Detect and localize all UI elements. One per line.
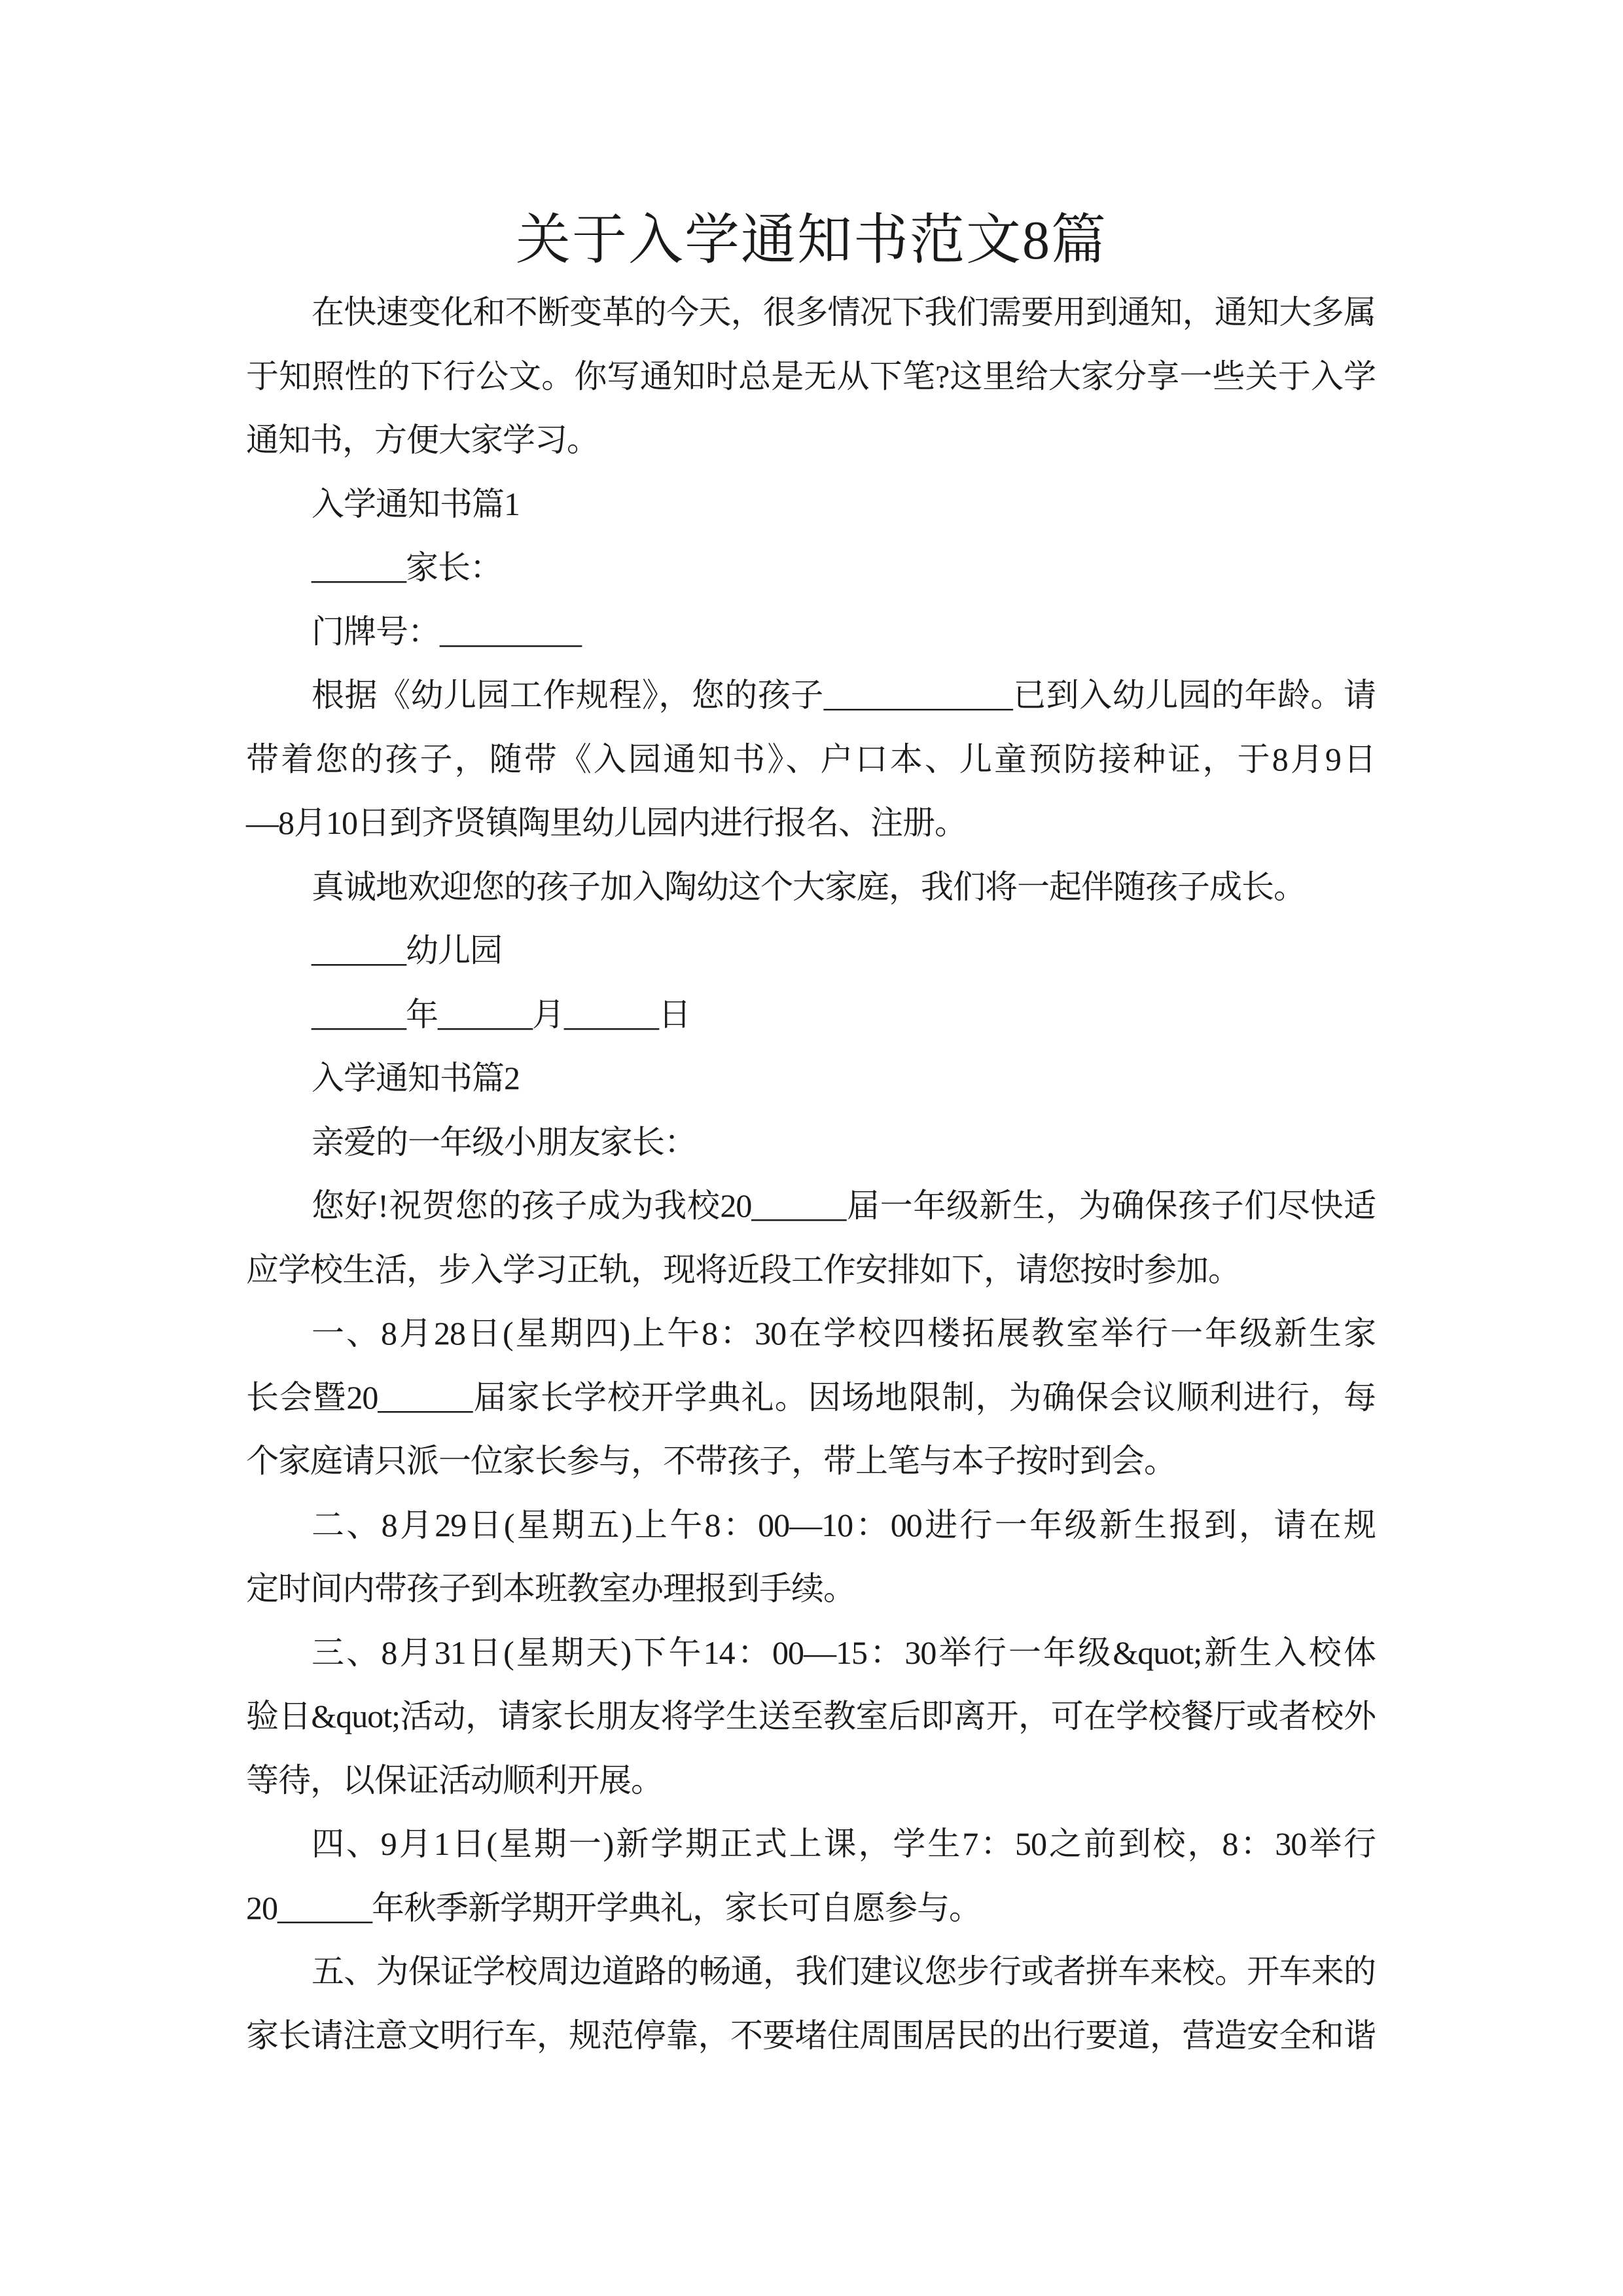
paragraph <box>246 1621 1376 1813</box>
paragraph <box>246 1111 1376 1175</box>
text-line: 于知照性的下行公文。你写通知时总是无从下笔?这里给大家分享一些关于入学 <box>246 357 1376 395</box>
paragraph <box>246 664 1376 855</box>
text-line: 应学校生活，步入学习正轨，现将近段工作安排如下，请您按时参加。 <box>246 1251 1240 1288</box>
paragraph <box>246 919 1376 983</box>
paragraph <box>246 473 1376 537</box>
text-line: 定时间内带孩子到本班教室办理报到手续。 <box>246 1570 855 1607</box>
text-line: 家长请注意文明行车，规范停靠，不要堵住周围居民的出行要道，营造安全和谐 <box>246 2017 1376 2054</box>
text-line: 20______年秋季新学期开学典礼，家长可自愿参与。 <box>246 1889 981 1926</box>
text-line: 通知书，方便大家学习。 <box>246 422 599 458</box>
text-line: 验日&quot;活动，请家长朋友将学生送至教室后即离开，可在学校餐厅或者校外 <box>246 1698 1376 1734</box>
text-line: 您好!祝贺您的孩子成为我校20______届一年级新生，为确保孩子们尽快适 <box>312 1187 1376 1224</box>
paragraph <box>246 600 1376 664</box>
document-body <box>246 281 1376 2068</box>
text-line: 个家庭请只派一位家长参与，不带孩子，带上笔与本子按时到会。 <box>246 1443 1176 1479</box>
paragraph <box>246 1812 1376 1940</box>
paragraph <box>246 1174 1376 1302</box>
text-line: 门牌号：_________ <box>312 613 581 650</box>
paragraph <box>246 1302 1376 1494</box>
text-line: —8月10日到齐贤镇陶里幼儿园内进行报名、注册。 <box>246 804 967 841</box>
text-line: 入学通知书篇1 <box>312 485 520 522</box>
text-line: 等待，以保证活动顺利开展。 <box>246 1761 663 1799</box>
paragraph <box>246 281 1376 473</box>
text-line: 亲爱的一年级小朋友家长： <box>312 1123 696 1160</box>
text-line: 三、8月31日(星期天)下午14：00—15：30举行一年级&quot;新生入校体 <box>312 1634 1376 1671</box>
text-line: 一、8月28日(星期四)上午8：30在学校四楼拓展教室举行一年级新生家 <box>312 1315 1376 1352</box>
text-line: ______幼儿园 <box>312 932 502 969</box>
text-line: 五、为保证学校周边道路的畅通，我们建议您步行或者拼车来校。开车来的 <box>312 1953 1376 1990</box>
paragraph <box>246 536 1376 600</box>
text-line: 长会暨20______届家长学校开学典礼。因场地限制，为确保会议顺利进行，每 <box>246 1378 1376 1416</box>
text-line: 真诚地欢迎您的孩子加入陶幼这个大家庭，我们将一起伴随孩子成长。 <box>312 868 1306 905</box>
text-line: 入学通知书篇2 <box>312 1060 520 1096</box>
text-line: 根据《幼儿园工作规程》，您的孩子____________已到入幼儿园的年龄。请 <box>312 677 1376 713</box>
paragraph <box>246 855 1376 920</box>
text-line: ______年______月______日 <box>312 996 690 1033</box>
paragraph <box>246 1940 1376 2068</box>
text-line: 二、8月29日(星期五)上午8：00—10：00进行一年级新生报到，请在规 <box>312 1506 1376 1543</box>
paragraph <box>246 983 1376 1047</box>
paragraph <box>246 1494 1376 1621</box>
text-line: 带着您的孩子，随带《入园通知书》、户口本、儿童预防接种证，于8月9日 <box>246 740 1376 778</box>
document-title: 关于入学通知书范文8篇 <box>515 210 1107 271</box>
paragraph <box>246 1047 1376 1111</box>
text-line: 四、9月1日(星期一)新学期正式上课，学生7：50之前到校，8：30举行 <box>312 1825 1376 1862</box>
text-line: ______家长： <box>312 549 502 586</box>
text-line: 在快速变化和不断变革的今天，很多情况下我们需要用到通知，通知大多属 <box>312 294 1376 331</box>
